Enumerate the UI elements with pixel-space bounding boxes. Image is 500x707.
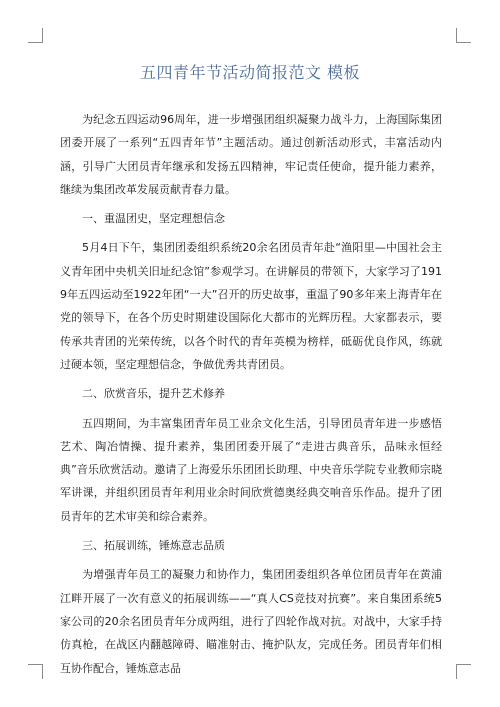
- crop-mark-top-left: [28, 28, 43, 43]
- section-heading-3: 三、拓展训练，锤炼意志品质: [82, 539, 225, 553]
- section-heading-1: 一、重温团史，坚定理想信念: [82, 212, 225, 226]
- section-1-paragraph: 5月4日下午，集团团委组织系统20余名团员青年赴“渔阳里—中国社会主义青年团中央机关旧址纪念馆”参观学习。在讲解员的带领下，大家学习了1919年五四运动至1922年团“一大”召开的历史故事，重温了90多年来上海青年在党的领导下，在各个历史时期建设国际化大都市的光辉历程。大家都表示，要传承共青团的光荣传统，以各个时代的青年英模为榜样，砥砺优良作风，练就过硬本领，坚定理想信念，争做优秀共青团员。: [60, 241, 442, 371]
- section-heading-2: 二、欣赏音乐，提升艺术修养: [82, 387, 225, 401]
- section-3-paragraph: 为增强青年员工的凝聚力和协作力，集团团委组织各单位团员青年在黄浦江畔开展了一次有意义的拓展训练——“真人CS竞技对抗赛”。来自集团系统5家公司的20余名团员青年分成两组，进行了四轮作战对抗。对战中，大家手持仿真枪，在战区内翻越障碍、瞄准射击、掩护队友，完成任务。团员青年们相互协作配合，锤炼意志品: [60, 568, 442, 675]
- crop-mark-bottom-left: [28, 664, 43, 679]
- document-body: [60, 108, 442, 680]
- crop-mark-bottom-right: [456, 664, 471, 679]
- section-2-paragraph: 五四期间，为丰富集团青年员工业余文化生活，引导团员青年进一步感悟艺术、陶冶情操、提升素养，集团团委开展了“走进古典音乐，品味永恒经典”音乐欣赏活动。邀请了上海爱乐乐团团长助理、中央音乐学院专业教师宗晓军讲课，并组织团员青年利用业余时间欣赏德奥经典交响音乐作品。提升了团员青年的艺术审美和综合素养。: [60, 416, 442, 523]
- intro-paragraph: 为纪念五四运动96周年，进一步增强团组织凝聚力战斗力，上海国际集团团委开展了一系列“五四青年节”主题活动。通过创新活动形式，丰富活动内涵，引导广大团员青年继承和发扬五四精神，牢记责任使命，提升能力素养，继续为集团改革发展贡献青春力量。: [60, 113, 442, 196]
- crop-mark-top-right: [456, 28, 471, 43]
- document-title: 五四青年节活动简报范文 模板: [139, 63, 361, 82]
